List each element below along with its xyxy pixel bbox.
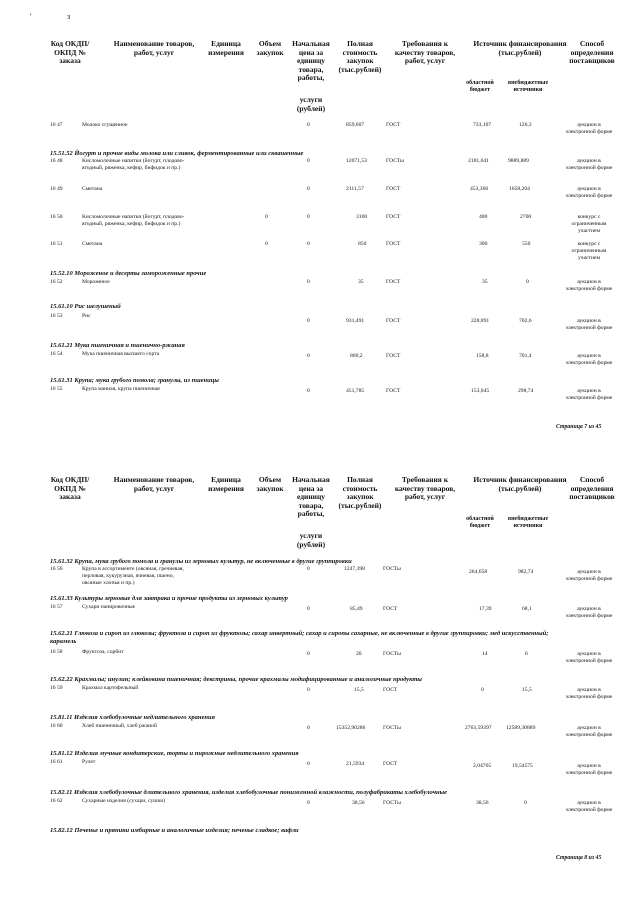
section-heading: 15.61.10 Рис шелушеный [50, 303, 121, 310]
header-source-regional: областной бюджет [466, 516, 494, 529]
row-req: ГОСТ [386, 388, 401, 394]
row-req: ГОСТы [383, 651, 401, 657]
row-name: Сметана [82, 186, 103, 192]
header-total: Полная стоимость закупок (тыс.рублей) [338, 39, 382, 74]
row-code: 16 61 [50, 759, 63, 765]
row-method: аукцион в электронной форме [565, 318, 613, 331]
row-code: 16 47 [50, 122, 63, 128]
row-name: Фруктоза, сорбит [82, 649, 124, 655]
row-req: ГОСТы [383, 800, 401, 806]
row-total: 15352,90286 [336, 725, 366, 731]
row-regional: 300 [479, 241, 488, 247]
row-regional: 264,658 [469, 569, 488, 575]
row-req: ГОСТ [383, 606, 398, 612]
header-method: Способ определения поставщиков [569, 39, 615, 65]
row-code: 16 56 [50, 566, 63, 572]
row-total: 2111,57 [346, 186, 364, 192]
header-total: Полная стоимость закупок (тыс.рублей) [338, 475, 382, 510]
row-price: 0 [307, 318, 310, 324]
row-method: аукцион в электронной форме [565, 158, 613, 171]
section-heading: 15.81.11 Изделия хлебобулочные недлительного хранения [50, 714, 215, 721]
row-regional: 38,56 [476, 800, 489, 806]
row-req: ГОСТ [383, 761, 398, 767]
row-total: 38,56 [352, 800, 365, 806]
row-regional: 2,04765 [473, 763, 492, 769]
row-method: аукцион в электронной форме [565, 122, 613, 135]
row-code: 16 55 [50, 386, 63, 392]
row-total: 12071,53 [346, 158, 367, 164]
row-regional: 228,891 [471, 318, 490, 324]
row-volume: 0 [265, 214, 268, 220]
row-code: 16 58 [50, 649, 63, 655]
row-name: Крупа манная, крупа пшеничная [82, 386, 160, 392]
row-total: 850 [358, 241, 367, 247]
row-price: 0 [307, 214, 310, 220]
row-price: 0 [307, 566, 310, 572]
row-method: аукцион в электронной форме [565, 763, 613, 776]
header-volume: Объем закупок [256, 39, 284, 57]
row-name: Молоко сгущенное [82, 122, 128, 128]
row-req: ГОСТы [383, 566, 401, 572]
row-total: 860,2 [350, 353, 363, 359]
row-name: Хлеб пшеничный, хлеб ржаной [82, 723, 157, 729]
row-method: аукцион в электронной форме [565, 279, 613, 292]
header-source: Источник финансирования (тыс.рублей) [473, 475, 567, 493]
row-total: 451,785 [346, 388, 365, 394]
row-total: 931,491 [346, 318, 365, 324]
section-heading: 15.61.32 Крупа, мука грубого помола и гранулы из зерновых культур, не включенные в другие группировки [50, 558, 352, 565]
header-unit: Единица измерения [208, 39, 244, 57]
row-req: ГОСТы [383, 725, 401, 731]
row-method: аукцион в электронной форме [565, 651, 613, 664]
page-number: Страница 8 из 45 [556, 855, 602, 861]
row-total: 35 [358, 279, 364, 285]
row-price: 0 [307, 687, 310, 693]
row-req: ГОСТы [386, 158, 404, 164]
row-regional: 733,107 [473, 122, 492, 128]
row-method: аукцион в электронной форме [565, 388, 613, 401]
row-name: Кисломолочные напитки (йогурт, плодово-ягодный, ряженка, кефир, бифидок и пр.) [82, 214, 185, 227]
row-extra: 550 [522, 241, 531, 247]
header-price: Начальная цена за единицу товара, работы, [292, 39, 330, 82]
row-regional: 158,8 [476, 353, 489, 359]
row-extra: 12589,30889 [506, 725, 536, 731]
row-total: 1247,398 [344, 566, 365, 572]
header-code: Код ОКДП/ ОКПД № заказа [50, 475, 90, 501]
header-source: Источник финансирования (тыс.рублей) [473, 39, 567, 57]
header-price-services: услуги (рублей) [296, 531, 326, 549]
row-regional: 400 [479, 214, 488, 220]
row-total: 85,49 [350, 606, 363, 612]
row-extra: 0 [526, 279, 529, 285]
row-regional: 453,366 [470, 186, 489, 192]
row-name: Крупа в ассортименте (овсяная, гречневая, перловая, кукурузная, ячневая, пшено, овсяные хлопья и пр.) [82, 566, 184, 586]
row-price: 0 [307, 241, 310, 247]
section-heading: 15.62.22 Крахмалы; инулин; клейковина пшеничная; декстрины, прочие крахмалы модифицированные и аналогичные продукты [50, 676, 422, 683]
section-heading: 15.52.10 Мороженое и десерты замороженные прочие [50, 270, 207, 277]
row-name: Мороженое [82, 279, 110, 285]
row-code: 16 54 [50, 351, 63, 357]
row-method: аукцион в электронной форме [565, 725, 613, 738]
row-name: Рулет [82, 759, 96, 765]
row-extra: 298,74 [518, 388, 534, 394]
row-price: 0 [307, 122, 310, 128]
row-name: Кисломолочные напитки (йогурт, плодово-ягодный, ряженка, кефир, бифидок и пр.) [82, 158, 185, 171]
header-requirements: Требования к качеству товаров, работ, услуг [394, 39, 456, 65]
row-extra: 0 [524, 800, 527, 806]
section-heading: 15.82.12 Печенье и пряники имбирные и аналогичные изделия; печенье сладкое; вафли [50, 827, 299, 834]
row-code: 16 49 [50, 186, 63, 192]
section-heading: 15.61.21 Мука пшеничная и пшенично-ржаная [50, 342, 185, 349]
row-extra: 2700 [520, 214, 532, 220]
row-code: 16 53 [50, 313, 63, 319]
row-method: аукцион в электронной форме [565, 687, 613, 700]
row-total: 15,5 [354, 687, 364, 693]
row-method: аукцион в электронной форме [565, 186, 613, 199]
section-heading: 15.51.52 Йогурт и прочие виды молока или сливок, ферментированные или сквашенные [50, 150, 304, 157]
row-code: 16 51 [50, 241, 63, 247]
top-mark-1: ' [30, 12, 32, 21]
row-method: конкурс с ограниченным участием [571, 241, 607, 261]
header-unit: Единица измерения [208, 475, 244, 493]
header-method: Способ определения поставщиков [569, 475, 615, 501]
row-total: 859,607 [346, 122, 365, 128]
header-source-extra: внебюджетные источники [507, 80, 549, 93]
header-code: Код ОКДП/ ОКПД № заказа [50, 39, 90, 65]
row-volume: 0 [265, 241, 268, 247]
row-code: 16 48 [50, 158, 63, 164]
row-req: ГОСТ [386, 279, 401, 285]
row-extra: 982,74 [518, 569, 534, 575]
header-name: Наименование товаров, работ, услуг [113, 39, 195, 57]
row-regional: 0 [481, 687, 484, 693]
row-regional: 2181,641 [468, 158, 489, 164]
row-extra: 19,54575 [512, 763, 533, 769]
header-name: Наименование товаров, работ, услуг [113, 475, 195, 493]
row-total: 21,5934 [346, 761, 365, 767]
row-regional: 153,045 [471, 388, 490, 394]
row-req: ГОСТ [386, 186, 401, 192]
row-extra: 702,6 [519, 318, 532, 324]
row-code: 16 52 [50, 279, 63, 285]
top-mark-2: з [67, 12, 71, 21]
row-name: Сухарные изделия (сухари, сушки) [82, 798, 166, 804]
row-total: 20 [356, 651, 362, 657]
row-name: Мука пшеничная высшего сорта [82, 351, 160, 357]
row-price: 0 [307, 388, 310, 394]
section-heading: 15.82.11 Изделия хлебобулочные длительного хранения, изделия хлебобулочные пониженной влажности, полуфабрикаты хлебобулочные [50, 789, 447, 796]
row-method: аукцион в электронной форме [565, 800, 613, 813]
row-price: 0 [307, 279, 310, 285]
row-method: аукцион в электронной форме [565, 353, 613, 366]
row-extra: 701,4 [519, 353, 532, 359]
section-heading: 15.81.12 Изделия мучные кондитерские, торты и пирожные недлительного хранения [50, 750, 299, 757]
row-req: ГОСТ [386, 318, 401, 324]
row-code: 16 60 [50, 723, 63, 729]
row-name: Рис [82, 313, 91, 319]
row-method: аукцион в электронной форме [565, 606, 613, 619]
row-name: Сметана [82, 241, 103, 247]
row-price: 0 [307, 651, 310, 657]
row-extra: 15,5 [522, 687, 532, 693]
section-heading: 15.61.31 Крупа; мука грубого помола; гранулы, из пшеницы [50, 377, 219, 384]
row-req: ГОСТ [383, 687, 398, 693]
row-price: 0 [307, 186, 310, 192]
row-req: ГОСТ [386, 122, 401, 128]
row-extra: 1658,204 [509, 186, 530, 192]
row-name: Крахмал картофельный [82, 685, 139, 691]
row-regional: 17,39 [479, 606, 492, 612]
row-price: 0 [307, 761, 310, 767]
header-price-services: услуги (рублей) [296, 95, 326, 113]
row-price: 0 [307, 353, 310, 359]
row-regional: 2763,59397 [465, 725, 492, 731]
row-regional: 35 [482, 279, 488, 285]
row-extra: 9889,889 [508, 158, 529, 164]
row-req: ГОСТ [386, 241, 401, 247]
row-extra: 6 [525, 651, 528, 657]
section-heading: 15.62.21 Глюкоза и сироп из глюкозы; фруктоза и сироп из фруктозы; сахар инвертный; сахар и сиропы сахарные, не включенные в другие группировки; мед искусственный; карамель [50, 630, 549, 645]
row-method: аукцион в электронной форме [565, 569, 613, 582]
header-volume: Объем закупок [256, 475, 284, 493]
section-heading: 15.61.33 Культуры зерновые для завтрака и прочие продукты из зерновых культур [50, 595, 288, 602]
header-price: Начальная цена за единицу товара, работы, [292, 475, 330, 518]
row-extra: 126,3 [519, 122, 532, 128]
row-price: 0 [307, 725, 310, 731]
row-regional: 14 [482, 651, 488, 657]
row-code: 16 59 [50, 685, 63, 691]
row-extra: 68,1 [522, 606, 532, 612]
row-price: 0 [307, 158, 310, 164]
row-method: конкурс с ограниченным участием [571, 214, 607, 234]
page-number: Страница 7 из 45 [556, 424, 602, 430]
header-source-extra: внебюджетные источники [507, 516, 549, 529]
row-req: ГОСТ [386, 353, 401, 359]
row-price: 0 [307, 606, 310, 612]
row-req: ГОСТ [386, 214, 401, 220]
header-requirements: Требования к качеству товаров, работ, услуг [394, 475, 456, 501]
row-name: Сухари панировочные [82, 604, 136, 610]
row-price: 0 [307, 800, 310, 806]
row-total: 3100 [356, 214, 368, 220]
header-source-regional: областной бюджет [466, 80, 494, 93]
row-code: 16 62 [50, 798, 63, 804]
row-code: 16 50 [50, 214, 63, 220]
row-code: 16 57 [50, 604, 63, 610]
